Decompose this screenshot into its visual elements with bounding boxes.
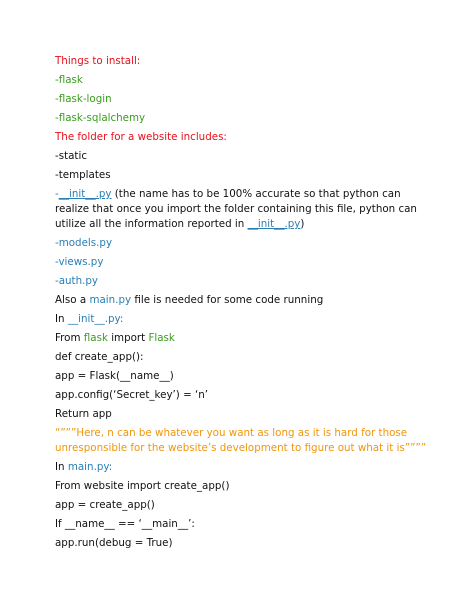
in-label: In [55, 313, 68, 325]
main-code-if: If __name__ == ‘__main__’: [55, 518, 195, 530]
init-section-label [55, 312, 435, 327]
install-item-flask-login: -flask-login [55, 93, 112, 105]
module-item-models: -models.py [55, 237, 113, 249]
main-section-label [55, 460, 435, 475]
code-flask-class: Flask [148, 332, 175, 344]
init-file-name: __init__.py [58, 188, 112, 200]
main-note-file: main.py [89, 294, 132, 306]
document-body [55, 54, 435, 555]
folder-heading: The folder for a website includes: [55, 131, 227, 143]
main-py-note [55, 293, 435, 308]
install-heading: Things to install: [55, 55, 141, 67]
install-item-flask-sqlalchemy: -flask-sqlalchemy [55, 112, 146, 124]
code-from-keyword: From [55, 332, 84, 344]
main-code-import: From website import create_app() [55, 480, 230, 492]
folder-item-templates: -templates [55, 169, 111, 181]
module-item-views: -views.py [55, 256, 104, 268]
main-note-text-1: Also a [55, 294, 90, 306]
init-description-text: (the name has to be 100% accurate so that python can realize that once you import the folder containing this file, python can utilize all the information reported in [55, 188, 417, 230]
init-description [55, 187, 435, 232]
code-flask-package: flask [83, 332, 108, 344]
code-config-line: app.config(‘Secret_key’) = ‘n’ [55, 389, 209, 401]
code-def-line: def create_app(): [55, 351, 144, 363]
code-import-line [55, 331, 435, 346]
init-prefix: - [55, 188, 59, 200]
code-import-keyword: import [107, 332, 149, 344]
code-comment: “”””Here, n can be whatever you want as long as it is hard for those unresponsible for the website’s development to figure out what it is”””” [55, 427, 427, 454]
folder-item-static: -static [55, 150, 87, 162]
main-code-run: app.run(debug = True) [55, 537, 173, 549]
install-item-flask: -flask [55, 74, 83, 86]
init-description-close: ) [300, 218, 305, 230]
main-section-file: main.py: [67, 461, 113, 473]
main-note-text-2: file is needed for some code running [131, 294, 324, 306]
module-item-auth: -auth.py [55, 275, 99, 287]
main-code-app: app = create_app() [55, 499, 155, 511]
code-return-line: Return app [55, 408, 112, 420]
init-section-file: __init__.py: [67, 313, 124, 325]
code-app-line: app = Flask(__name__) [55, 370, 174, 382]
in-label-main: In [55, 461, 68, 473]
init-file-reference: __init__.py [247, 218, 301, 230]
